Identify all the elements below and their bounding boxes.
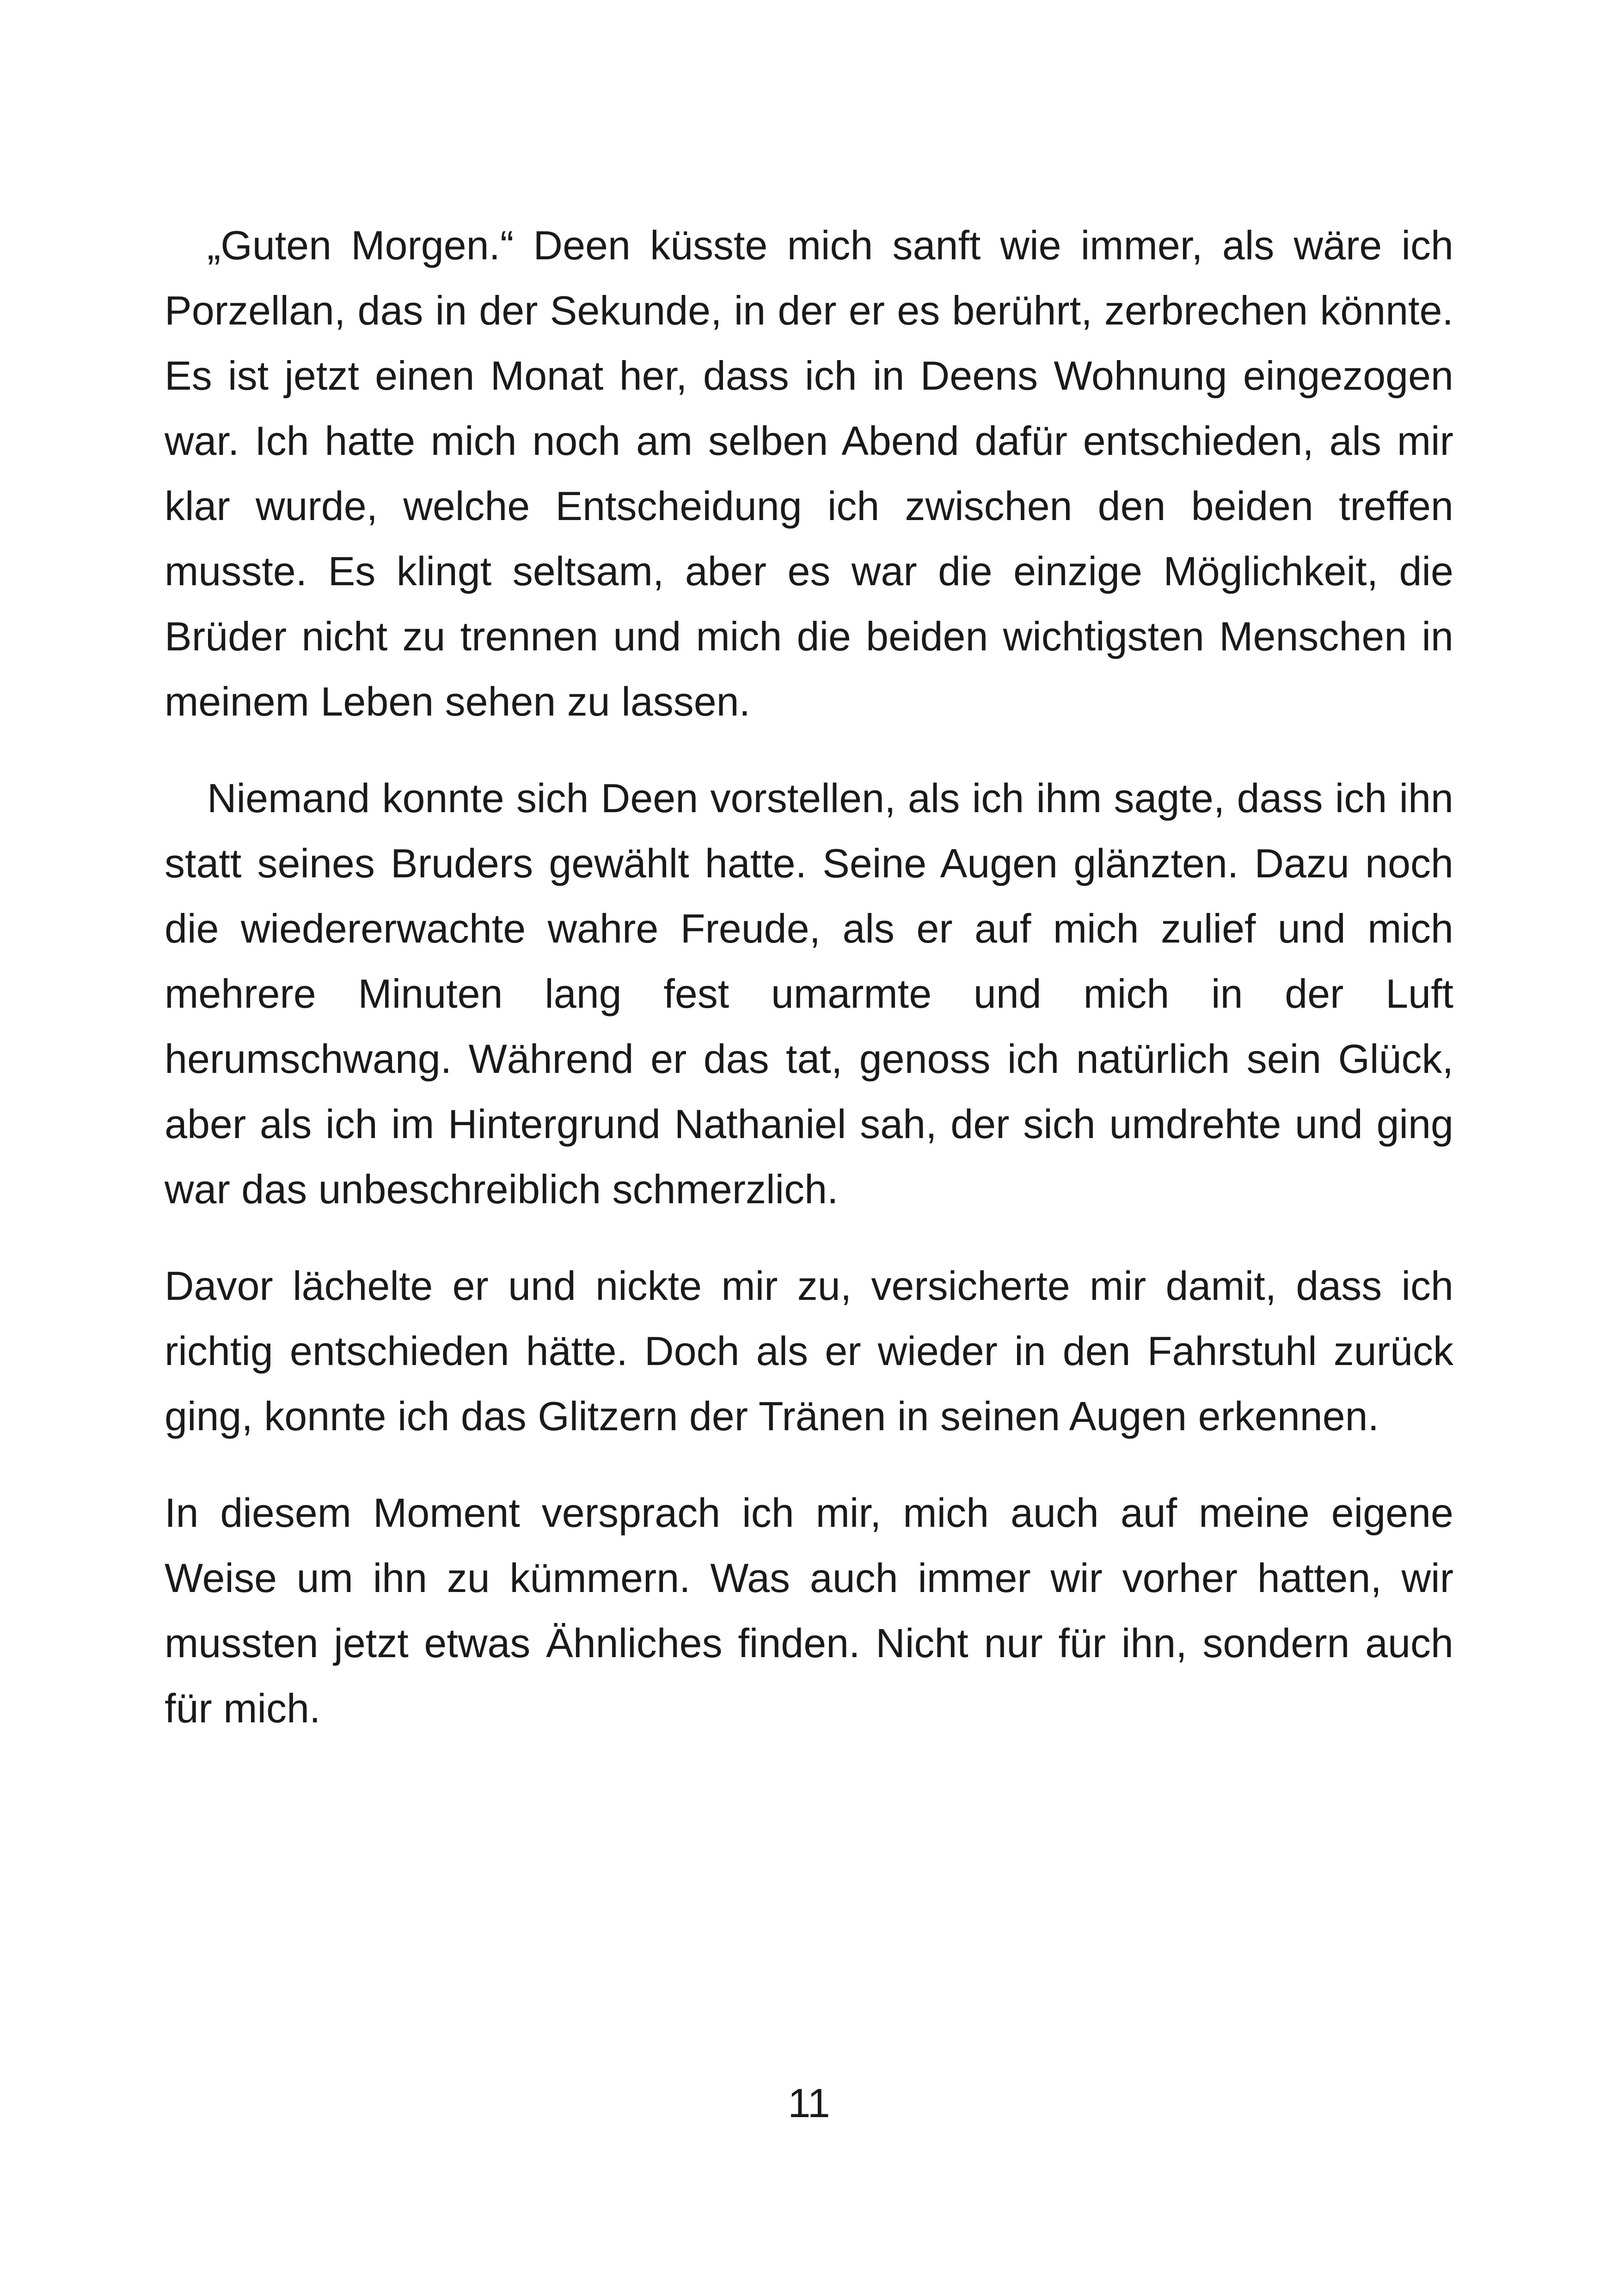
paragraph-4: In diesem Moment versprach ich mir, mich auch auf meine eigene Weise um ihn zu kümmern. Was auch immer wir vorher hatten, wir mussten jetzt etwas Ähnliches finden. Nicht nur für ihn, sondern auch für mich. [165,1490,1453,1731]
paragraph-2: Niemand konnte sich Deen vorstellen, als ich ihm sagte, dass ich ihn statt seines Bruders gewählt hatte. Seine Augen glänzten. Dazu noch die wiedererwachte wahre Freude, als er auf mich zulief und mich mehrere Minuten lang fest umarmte und mich in der Luft herumschwang. Während er das tat, genoss ich natürlich sein Glück, aber als ich im Hintergrund Nathaniel sah, der sich umdrehte und ging war das unbeschreiblich schmerzlich. [165,775,1453,1212]
paragraph-3: Davor lächelte er und nickte mir zu, versicherte mir damit, dass ich richtig entschieden hätte. Doch als er wieder in den Fahrstuhl zurück ging, konnte ich das Glitzern der Tränen in seinen Augen erkennen. [165,1263,1453,1439]
paragraph-1: „Guten Morgen.“ Deen küsste mich sanft wie immer, als wäre ich Porzellan, das in der Sekunde, in der er es berührt, zerbrechen könnte. Es ist jetzt einen Monat her, dass ich in Deens Wohnung eingezogen war. Ich hatte mich noch am selben Abend dafür entschieden, als mir klar wurde, welche Entscheidung ich zwischen den beiden treffen musste. Es klingt seltsam, aber es war die einzige Möglichkeit, die Brüder nicht zu trennen und mich die beiden wichtigsten Menschen in meinem Leben sehen zu lassen. [165,222,1453,724]
page-number: 11 [788,2080,830,2126]
body-text [165,213,1453,1772]
